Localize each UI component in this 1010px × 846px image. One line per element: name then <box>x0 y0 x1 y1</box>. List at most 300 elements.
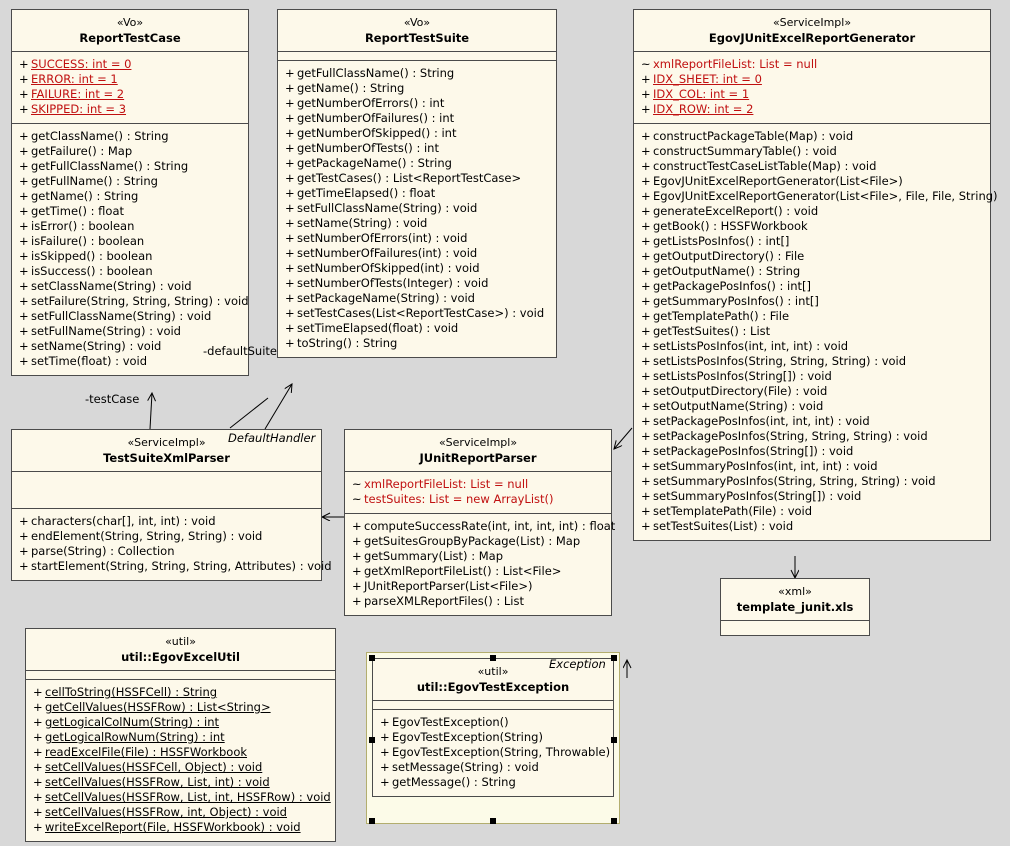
operation-row <box>15 144 245 159</box>
operation-text: getSummary(List) : Map <box>364 549 503 564</box>
visibility-marker: + <box>285 216 295 231</box>
visibility-marker: + <box>285 111 295 126</box>
operation-text: getOutputDirectory() : File <box>653 249 805 264</box>
operation-row <box>281 96 553 111</box>
visibility-marker: + <box>641 144 651 159</box>
operation-text: setOutputName(String) : void <box>653 399 824 414</box>
attribute-row <box>348 492 608 507</box>
operation-row <box>637 489 987 504</box>
attribute-row <box>15 87 245 102</box>
class-junit-report-parser[interactable] <box>344 429 616 616</box>
selection-handle[interactable] <box>490 655 496 661</box>
class-header <box>12 10 248 51</box>
visibility-marker: + <box>285 261 295 276</box>
operation-row <box>15 559 332 574</box>
visibility-marker: + <box>19 529 29 544</box>
operation-text: setPackagePosInfos(String[]) : void <box>653 444 854 459</box>
operation-text: readExcelFile(File) : HSSFWorkbook <box>45 745 248 760</box>
visibility-marker: + <box>380 730 390 745</box>
visibility-marker: + <box>352 579 362 594</box>
visibility-marker: + <box>641 474 651 489</box>
operation-text: setTime(float) : void <box>31 354 148 369</box>
class-header <box>634 10 990 51</box>
operation-text: setFullClassName(String) : void <box>297 201 478 216</box>
operations-compartment <box>634 124 998 540</box>
visibility-marker: + <box>19 514 29 529</box>
edge-label-exception: Exception <box>549 657 606 671</box>
operation-text: setListsPosInfos(int, int, int) : void <box>653 339 849 354</box>
visibility-marker: + <box>33 790 43 805</box>
visibility-marker: + <box>19 129 29 144</box>
class-title: util::EgovExcelUtil <box>121 649 240 664</box>
operation-text: getBook() : HSSFWorkbook <box>653 219 808 234</box>
visibility-marker: + <box>641 489 651 504</box>
operation-row <box>637 189 998 204</box>
visibility-marker: + <box>19 87 29 102</box>
attributes-compartment <box>721 621 869 635</box>
operation-row <box>637 309 987 324</box>
operation-text: setNumberOfSkipped(int) : void <box>297 261 480 276</box>
operation-text: toString() : String <box>297 336 398 351</box>
operation-text: getName() : String <box>297 81 405 96</box>
class-header <box>345 430 611 471</box>
operation-text: setCellValues(HSSFRow, List, int, HSSFRow) : void <box>45 790 331 805</box>
operation-row <box>376 760 610 775</box>
attribute-text: IDX_SHEET: int = 0 <box>653 72 762 87</box>
class-stereotype: «ServiceImpl» <box>127 436 206 449</box>
visibility-marker: + <box>33 685 43 700</box>
operation-row <box>281 201 553 216</box>
class-report-test-suite[interactable] <box>277 9 557 358</box>
visibility-marker: + <box>19 339 29 354</box>
visibility-marker: + <box>19 174 29 189</box>
visibility-marker: + <box>641 459 651 474</box>
operation-row <box>281 111 553 126</box>
operation-text: getName() : String <box>31 189 139 204</box>
operation-text: getFullName() : String <box>31 174 158 189</box>
visibility-marker: + <box>19 72 29 87</box>
operation-text: getListsPosInfos() : int[] <box>653 234 790 249</box>
visibility-marker: + <box>641 174 651 189</box>
operation-text: getSuitesGroupByPackage(List) : Map <box>364 534 581 549</box>
visibility-marker: + <box>285 156 295 171</box>
operation-text: setOutputDirectory(File) : void <box>653 384 828 399</box>
operation-text: setCellValues(HSSFCell, Object) : void <box>45 760 263 775</box>
operation-text: characters(char[], int, int) : void <box>31 514 216 529</box>
operation-row <box>348 594 608 609</box>
operation-row <box>15 309 245 324</box>
operations-compartment <box>373 710 613 796</box>
operation-row <box>637 444 987 459</box>
operation-text: getXmlReportFileList() : List<File> <box>364 564 562 579</box>
class-template-junit-xls[interactable] <box>720 578 870 636</box>
visibility-marker: + <box>19 159 29 174</box>
operation-row <box>637 519 987 534</box>
selection-handle[interactable] <box>611 655 617 661</box>
operation-row <box>637 129 987 144</box>
class-stereotype: «xml» <box>778 585 812 598</box>
attribute-text: testSuites: List = new ArrayList() <box>364 492 554 507</box>
visibility-marker: + <box>352 549 362 564</box>
operation-text: setName(String) : void <box>297 216 428 231</box>
visibility-marker: + <box>285 141 295 156</box>
operation-row <box>15 279 245 294</box>
visibility-marker: + <box>33 745 43 760</box>
visibility-marker: + <box>19 234 29 249</box>
operation-text: setMessage(String) : void <box>392 760 539 775</box>
operation-row <box>637 414 987 429</box>
operation-text: setNumberOfTests(Integer) : void <box>297 276 489 291</box>
operation-row <box>15 234 245 249</box>
class-stereotype: «util» <box>165 635 196 648</box>
selection-handle[interactable] <box>611 737 617 743</box>
operation-row <box>637 174 987 189</box>
class-stereotype: «ServiceImpl» <box>772 16 852 29</box>
visibility-marker: + <box>19 189 29 204</box>
operation-text: setTestCases(List<ReportTestCase>) : void <box>297 306 545 321</box>
attribute-text: FAILURE: int = 2 <box>31 87 125 102</box>
visibility-marker: + <box>641 279 651 294</box>
visibility-marker: + <box>285 81 295 96</box>
operation-text: setClassName(String) : void <box>31 279 192 294</box>
attributes-compartment <box>634 52 990 123</box>
class-report-test-case[interactable] <box>11 9 249 376</box>
operation-text: getFullClassName() : String <box>297 66 455 81</box>
selection-handle[interactable] <box>611 818 617 824</box>
selection-handle[interactable] <box>490 818 496 824</box>
attribute-row <box>637 72 987 87</box>
operation-text: isError() : boolean <box>31 219 135 234</box>
attribute-text: ERROR: int = 1 <box>31 72 118 87</box>
operation-row <box>281 66 553 81</box>
visibility-marker: + <box>641 264 651 279</box>
visibility-marker: + <box>33 730 43 745</box>
operations-compartment <box>345 514 616 615</box>
operation-row <box>637 474 987 489</box>
attribute-text: IDX_ROW: int = 2 <box>653 102 754 117</box>
operation-text: getCellValues(HSSFRow) : List<String> <box>45 700 271 715</box>
operation-text: getLogicalColNum(String) : int <box>45 715 220 730</box>
operation-text: setNumberOfFailures(int) : void <box>297 246 478 261</box>
visibility-marker: + <box>285 321 295 336</box>
attribute-row <box>15 57 245 72</box>
class-stereotype: «util» <box>477 665 509 678</box>
operation-row <box>281 276 553 291</box>
visibility-marker: + <box>641 159 651 174</box>
visibility-marker: + <box>19 294 29 309</box>
operation-row <box>15 514 318 529</box>
operation-row <box>15 189 245 204</box>
operation-row <box>281 126 553 141</box>
selection-handle[interactable] <box>369 818 375 824</box>
visibility-marker: + <box>380 715 390 730</box>
visibility-marker: + <box>19 309 29 324</box>
class-title: TestSuiteXmlParser <box>103 450 230 465</box>
selection-handle[interactable] <box>369 655 375 661</box>
attribute-row <box>15 72 245 87</box>
class-egov-junit-excel-report-generator[interactable] <box>633 9 998 541</box>
operation-text: EgovJUnitExcelReportGenerator(List<File>, File, File, String) <box>653 189 998 204</box>
operation-text: EgovTestException(String, Throwable) <box>392 745 611 760</box>
operation-row <box>15 174 245 189</box>
operation-text: EgovTestException(String) <box>392 730 543 745</box>
class-title: ReportTestCase <box>79 30 181 45</box>
visibility-marker: ~ <box>352 492 362 507</box>
operation-row <box>348 579 608 594</box>
attributes-compartment <box>12 472 321 508</box>
operation-row <box>281 81 553 96</box>
operation-row <box>29 685 332 700</box>
visibility-marker: + <box>641 249 651 264</box>
visibility-marker: + <box>641 444 651 459</box>
visibility-marker: + <box>285 291 295 306</box>
class-header <box>278 10 556 51</box>
visibility-marker: ~ <box>352 477 362 492</box>
operation-text: setCellValues(HSSFRow, List, int) : void <box>45 775 270 790</box>
visibility-marker: + <box>285 201 295 216</box>
operation-text: endElement(String, String, String) : void <box>31 529 263 544</box>
operation-row <box>15 249 245 264</box>
class-test-suite-xml-parser[interactable] <box>11 429 332 581</box>
visibility-marker: + <box>33 820 43 835</box>
operation-text: getMessage() : String <box>392 775 516 790</box>
operation-text: setName(String) : void <box>31 339 162 354</box>
attribute-row <box>637 57 987 72</box>
visibility-marker: + <box>19 102 29 117</box>
class-stereotype: «Vo» <box>403 16 431 29</box>
operation-text: setNumberOfErrors(int) : void <box>297 231 468 246</box>
operation-row <box>637 234 987 249</box>
operation-text: getTestCases() : List<ReportTestCase> <box>297 171 522 186</box>
visibility-marker: + <box>641 204 651 219</box>
operation-text: setPackagePosInfos(int, int, int) : void <box>653 414 870 429</box>
selection-handle[interactable] <box>369 737 375 743</box>
operation-row <box>281 141 553 156</box>
operation-text: setTemplatePath(File) : void <box>653 504 813 519</box>
operation-row <box>637 339 987 354</box>
operation-row <box>348 564 608 579</box>
operations-compartment <box>12 124 248 375</box>
operation-text: isSkipped() : boolean <box>31 249 153 264</box>
visibility-marker: + <box>641 102 651 117</box>
visibility-marker: + <box>641 129 651 144</box>
operation-row <box>348 534 608 549</box>
operation-text: EgovJUnitExcelReportGenerator(List<File>) <box>653 174 903 189</box>
operation-row <box>15 219 245 234</box>
operation-row <box>348 519 616 534</box>
operation-text: setTestSuites(List) : void <box>653 519 794 534</box>
operation-row <box>29 805 332 820</box>
attribute-row <box>637 87 987 102</box>
attribute-text: SUCCESS: int = 0 <box>31 57 132 72</box>
operation-row <box>15 324 245 339</box>
visibility-marker: + <box>641 414 651 429</box>
visibility-marker: + <box>285 186 295 201</box>
operation-text: setCellValues(HSSFRow, int, Object) : void <box>45 805 287 820</box>
visibility-marker: + <box>285 231 295 246</box>
attribute-text: xmlReportFileList: List = null <box>653 57 818 72</box>
visibility-marker: + <box>641 309 651 324</box>
operation-row <box>281 336 553 351</box>
operation-text: JUnitReportParser(List<File>) <box>364 579 533 594</box>
class-header <box>721 579 869 620</box>
operation-row <box>281 261 553 276</box>
visibility-marker: + <box>641 219 651 234</box>
visibility-marker: + <box>641 234 651 249</box>
operation-text: writeExcelReport(File, HSSFWorkbook) : void <box>45 820 301 835</box>
operation-text: getClassName() : String <box>31 129 169 144</box>
operation-row <box>637 399 987 414</box>
class-stereotype: «ServiceImpl» <box>438 436 518 449</box>
operation-text: getNumberOfTests() : int <box>297 141 439 156</box>
edge-label-default-handler: DefaultHandler <box>228 431 316 445</box>
class-title: ReportTestSuite <box>364 30 470 45</box>
operation-text: getTimeElapsed() : float <box>297 186 436 201</box>
visibility-marker: + <box>352 564 362 579</box>
operation-row <box>637 324 987 339</box>
visibility-marker: + <box>641 72 651 87</box>
operation-row <box>348 549 608 564</box>
attribute-text: SKIPPED: int = 3 <box>31 102 127 117</box>
visibility-marker: + <box>352 519 362 534</box>
operations-compartment <box>26 680 335 841</box>
operation-text: setSummaryPosInfos(int, int, int) : void <box>653 459 878 474</box>
operation-text: generateExcelReport() : void <box>653 204 819 219</box>
operation-row <box>29 790 332 805</box>
operation-row <box>29 820 332 835</box>
attributes-compartment <box>278 52 556 60</box>
visibility-marker: + <box>19 144 29 159</box>
operation-row <box>637 369 987 384</box>
operation-text: getPackagePosInfos() : int[] <box>653 279 811 294</box>
operation-row <box>29 700 332 715</box>
attributes-compartment <box>373 701 613 709</box>
attributes-compartment <box>26 671 335 679</box>
visibility-marker: + <box>641 294 651 309</box>
visibility-marker: + <box>641 369 651 384</box>
attribute-text: xmlReportFileList: List = null <box>364 477 529 492</box>
class-egov-test-exception[interactable] <box>372 658 614 797</box>
operation-row <box>281 171 553 186</box>
visibility-marker: + <box>19 57 29 72</box>
visibility-marker: + <box>641 399 651 414</box>
visibility-marker: + <box>641 519 651 534</box>
edge-label-default-suite: -defaultSuite <box>203 344 277 358</box>
visibility-marker: + <box>641 429 651 444</box>
operation-text: getTime() : float <box>31 204 125 219</box>
operation-text: EgovTestException() <box>392 715 509 730</box>
operation-row <box>15 204 245 219</box>
visibility-marker: + <box>19 354 29 369</box>
visibility-marker: + <box>19 219 29 234</box>
visibility-marker: + <box>33 700 43 715</box>
operation-row <box>29 760 332 775</box>
operation-row <box>637 504 987 519</box>
visibility-marker: + <box>285 276 295 291</box>
operation-row <box>637 159 987 174</box>
operation-text: getPackageName() : String <box>297 156 452 171</box>
visibility-marker: + <box>19 279 29 294</box>
visibility-marker: + <box>380 775 390 790</box>
operation-row <box>15 264 245 279</box>
operation-row <box>15 294 249 309</box>
operation-text: getFullClassName() : String <box>31 159 189 174</box>
operation-text: setSummaryPosInfos(String[]) : void <box>653 489 862 504</box>
visibility-marker: + <box>33 760 43 775</box>
visibility-marker: + <box>285 126 295 141</box>
visibility-marker: + <box>19 559 29 574</box>
operation-row <box>637 204 987 219</box>
operation-row <box>637 384 987 399</box>
visibility-marker: + <box>641 354 651 369</box>
attribute-row <box>637 102 987 117</box>
operation-row <box>637 429 987 444</box>
operation-row <box>281 216 553 231</box>
visibility-marker: + <box>285 336 295 351</box>
visibility-marker: + <box>19 204 29 219</box>
operation-row <box>637 219 987 234</box>
visibility-marker: + <box>285 66 295 81</box>
operation-text: startElement(String, String, String, Attributes) : void <box>31 559 332 574</box>
operation-text: parse(String) : Collection <box>31 544 175 559</box>
operation-text: constructSummaryTable() : void <box>653 144 837 159</box>
operation-row <box>15 129 245 144</box>
operation-text: setFullClassName(String) : void <box>31 309 212 324</box>
visibility-marker: + <box>19 324 29 339</box>
attribute-row <box>348 477 608 492</box>
operation-text: setFailure(String, String, String) : void <box>31 294 249 309</box>
operation-row <box>637 294 987 309</box>
visibility-marker: + <box>380 745 390 760</box>
visibility-marker: + <box>641 189 651 204</box>
class-stereotype: «Vo» <box>116 16 144 29</box>
operation-row <box>281 321 553 336</box>
visibility-marker: + <box>641 504 651 519</box>
operation-text: setTimeElapsed(float) : void <box>297 321 459 336</box>
class-header <box>26 629 335 670</box>
operation-row <box>376 745 610 760</box>
operation-text: getTestSuites() : List <box>653 324 771 339</box>
operation-row <box>376 715 610 730</box>
operation-text: setListsPosInfos(String, String, String) : void <box>653 354 907 369</box>
operation-row <box>376 730 610 745</box>
operation-row <box>15 159 245 174</box>
class-egov-excel-util[interactable] <box>25 628 336 842</box>
operation-text: constructTestCaseListTable(Map) : void <box>653 159 877 174</box>
operations-compartment <box>278 61 556 357</box>
operation-text: getLogicalRowNum(String) : int <box>45 730 225 745</box>
operation-row <box>281 156 553 171</box>
attributes-compartment <box>345 472 611 513</box>
attribute-text: IDX_COL: int = 1 <box>653 87 750 102</box>
visibility-marker: + <box>285 306 295 321</box>
operation-text: parseXMLReportFiles() : List <box>364 594 524 609</box>
operation-row <box>637 279 987 294</box>
operation-text: setListsPosInfos(String[]) : void <box>653 369 832 384</box>
operation-row <box>281 186 553 201</box>
visibility-marker: + <box>641 324 651 339</box>
visibility-marker: + <box>285 246 295 261</box>
operation-text: getNumberOfSkipped() : int <box>297 126 457 141</box>
visibility-marker: + <box>285 171 295 186</box>
operation-text: getOutputName() : String <box>653 264 801 279</box>
operation-text: getSummaryPosInfos() : int[] <box>653 294 819 309</box>
visibility-marker: + <box>641 384 651 399</box>
visibility-marker: + <box>19 544 29 559</box>
operation-row <box>281 291 553 306</box>
operation-row <box>637 459 987 474</box>
operation-row <box>29 745 332 760</box>
